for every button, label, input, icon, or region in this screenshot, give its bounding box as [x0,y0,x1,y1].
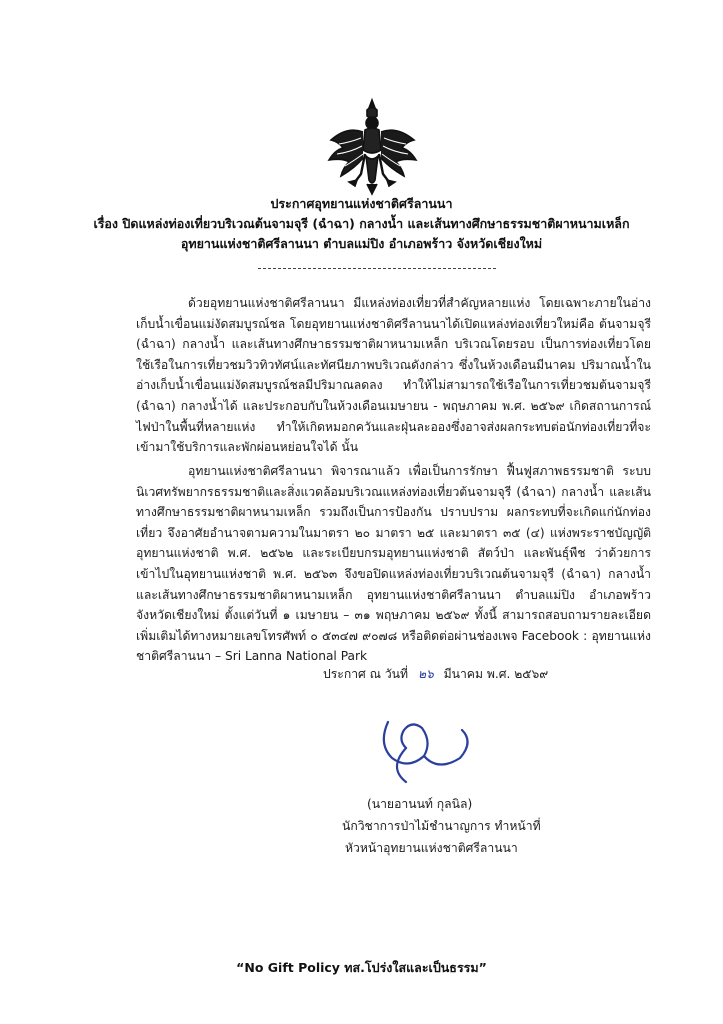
no-gift-policy-footer: “No Gift Policy ทส.โปร่งใสและเป็นธรรม” [236,960,487,975]
date-rest: มีนาคม พ.ศ. ๒๕๖๙ [443,667,549,681]
body-paragraph-2 [136,461,651,667]
announcement-title: ประกาศอุทยานแห่งชาติศรีลานนา [270,196,453,211]
garuda-emblem [325,96,420,196]
heading-divider [258,268,496,269]
signatory-position: นักวิชาการป่าไม้ชำนาญการ ทำหน้าที่ [342,819,541,833]
date-day: ๒๖ [417,667,434,681]
announcement-subject: เรื่อง ปิดแหล่งท่องเที่ยวบริเวณต้นจามจุรี (ฉำฉา) กลางน้ำ และเส้นทางศึกษาธรรมชาติผาหนามเหล็ก [93,216,630,231]
body-paragraph-1 [136,293,651,458]
paragraph-2-text: อุทยานแห่งชาติศรีลานนา พิจารณาแล้ว เพื่อเป็นการรักษา ฟื้นฟูสภาพธรรมชาติ ระบบนิเวศทรัพยากรธรรมชาติและสิ่งแวดล้อมบริเวณแหล่งท่องเที่ยวต้นจามจุรี (ฉำฉา) กลางน้ำ และเส้นทางศึกษาธรรมชาติผาหนามเหล็ก รวมถึงเป็นการป้องกัน ปราบปราม ผลกระทบที่จะเกิดแก่นักท่องเที่ยว จึงอาศัยอำนาจตามความในมาตรา ๒๐ มาตรา ๒๕ และมาตรา ๓๕ (๔) แห่งพระราชบัญญัติอุทยานแห่งชาติ พ.ศ. ๒๕๖๒ และระเบียบกรมอุทยานแห่งชาติ สัตว์ป่า และพันธุ์พืช ว่าด้วยการเข้าไปในอุทยานแห่งชาติ พ.ศ. ๒๕๖๓ จึงขอปิดแหล่งท่องเที่ยวบริเวณต้นจามจุรี (ฉำฉา) กลางน้ำ และเส้นทางศึกษาธรรมชาติผาหนามเหล็ก อุทยานแห่งชาติศรีลานนา ตำบลแม่ปิง อำเภอพร้าว จังหวัดเชียงใหม่ ตั้งแต่วันที่ ๑ เมษายน – ๓๑ พฤษภาคม ๒๕๖๙ ทั้งนี้ สามารถสอบถามรายละเอียดเพิ่มเติมได้ทางหมายเลขโทรศัพท์ ๐ ๕๓๔๗ ๙๐๗๘ หรือติดต่อผ่านช่องเพจ Facebook : อุทยานแห่งชาติศรีลานนา – Sri Lanna National Park [136,464,651,664]
signatory-role: หัวหน้าอุทยานแห่งชาติศรีลานนา [345,841,518,855]
paragraph-1-text: ด้วยอุทยานแห่งชาติศรีลานนา มีแหล่งท่องเที่ยวที่สำคัญหลายแห่ง โดยเฉพาะภายในอ่างเก็บน้ำเขื่อนแม่งัดสมบูรณ์ชล โดยอุทยานแห่งชาติศรีลานนาได้เปิดแหล่งท่องเที่ยวใหม่คือ ต้นจามจุรี (ฉำฉา) กลางน้ำ และเส้นทางศึกษาธรรมชาติผาหนามเหล็ก บริเวณโดยรอบ เป็นการท่องเที่ยวโดยใช้เรือในการเที่ยวชมวิวทิวทัศน์และทัศนียภาพบริเวณดังกล่าว ซึ่งในห้วงเดือนมีนาคม ปริมาณน้ำในอ่างเก็บน้ำเขื่อนแม่งัดสมบูรณ์ชลมีปริมาณลดลง ทำให้ไม่สามารถใช้เรือในการเที่ยวชมต้นจามจุรี (ฉำฉา) กลางน้ำได้ และประกอบกับในห้วงเดือนเมษายน - พฤษภาคม พ.ศ. ๒๕๖๙ เกิดสถานการณ์ไฟป่าในพื้นที่หลายแห่ง ทำให้เกิดหมอกควันและฝุ่นละอองซึ่งอาจส่งผลกระทบต่อนักท่องเที่ยวที่จะเข้ามาใช้บริการและพักผ่อนหย่อนใจได้ นั้น [136,296,651,455]
signatory-name: (นายอานนท์ กุลนิล) [367,797,473,811]
announcement-location: อุทยานแห่งชาติศรีลานนา ตำบลแม่ปิง อำเภอพร้าว จังหวัดเชียงใหม่ [180,236,543,251]
announcement-date [323,664,548,684]
handwritten-signature [348,682,678,792]
date-prefix: ประกาศ ณ วันที่ [323,667,409,681]
